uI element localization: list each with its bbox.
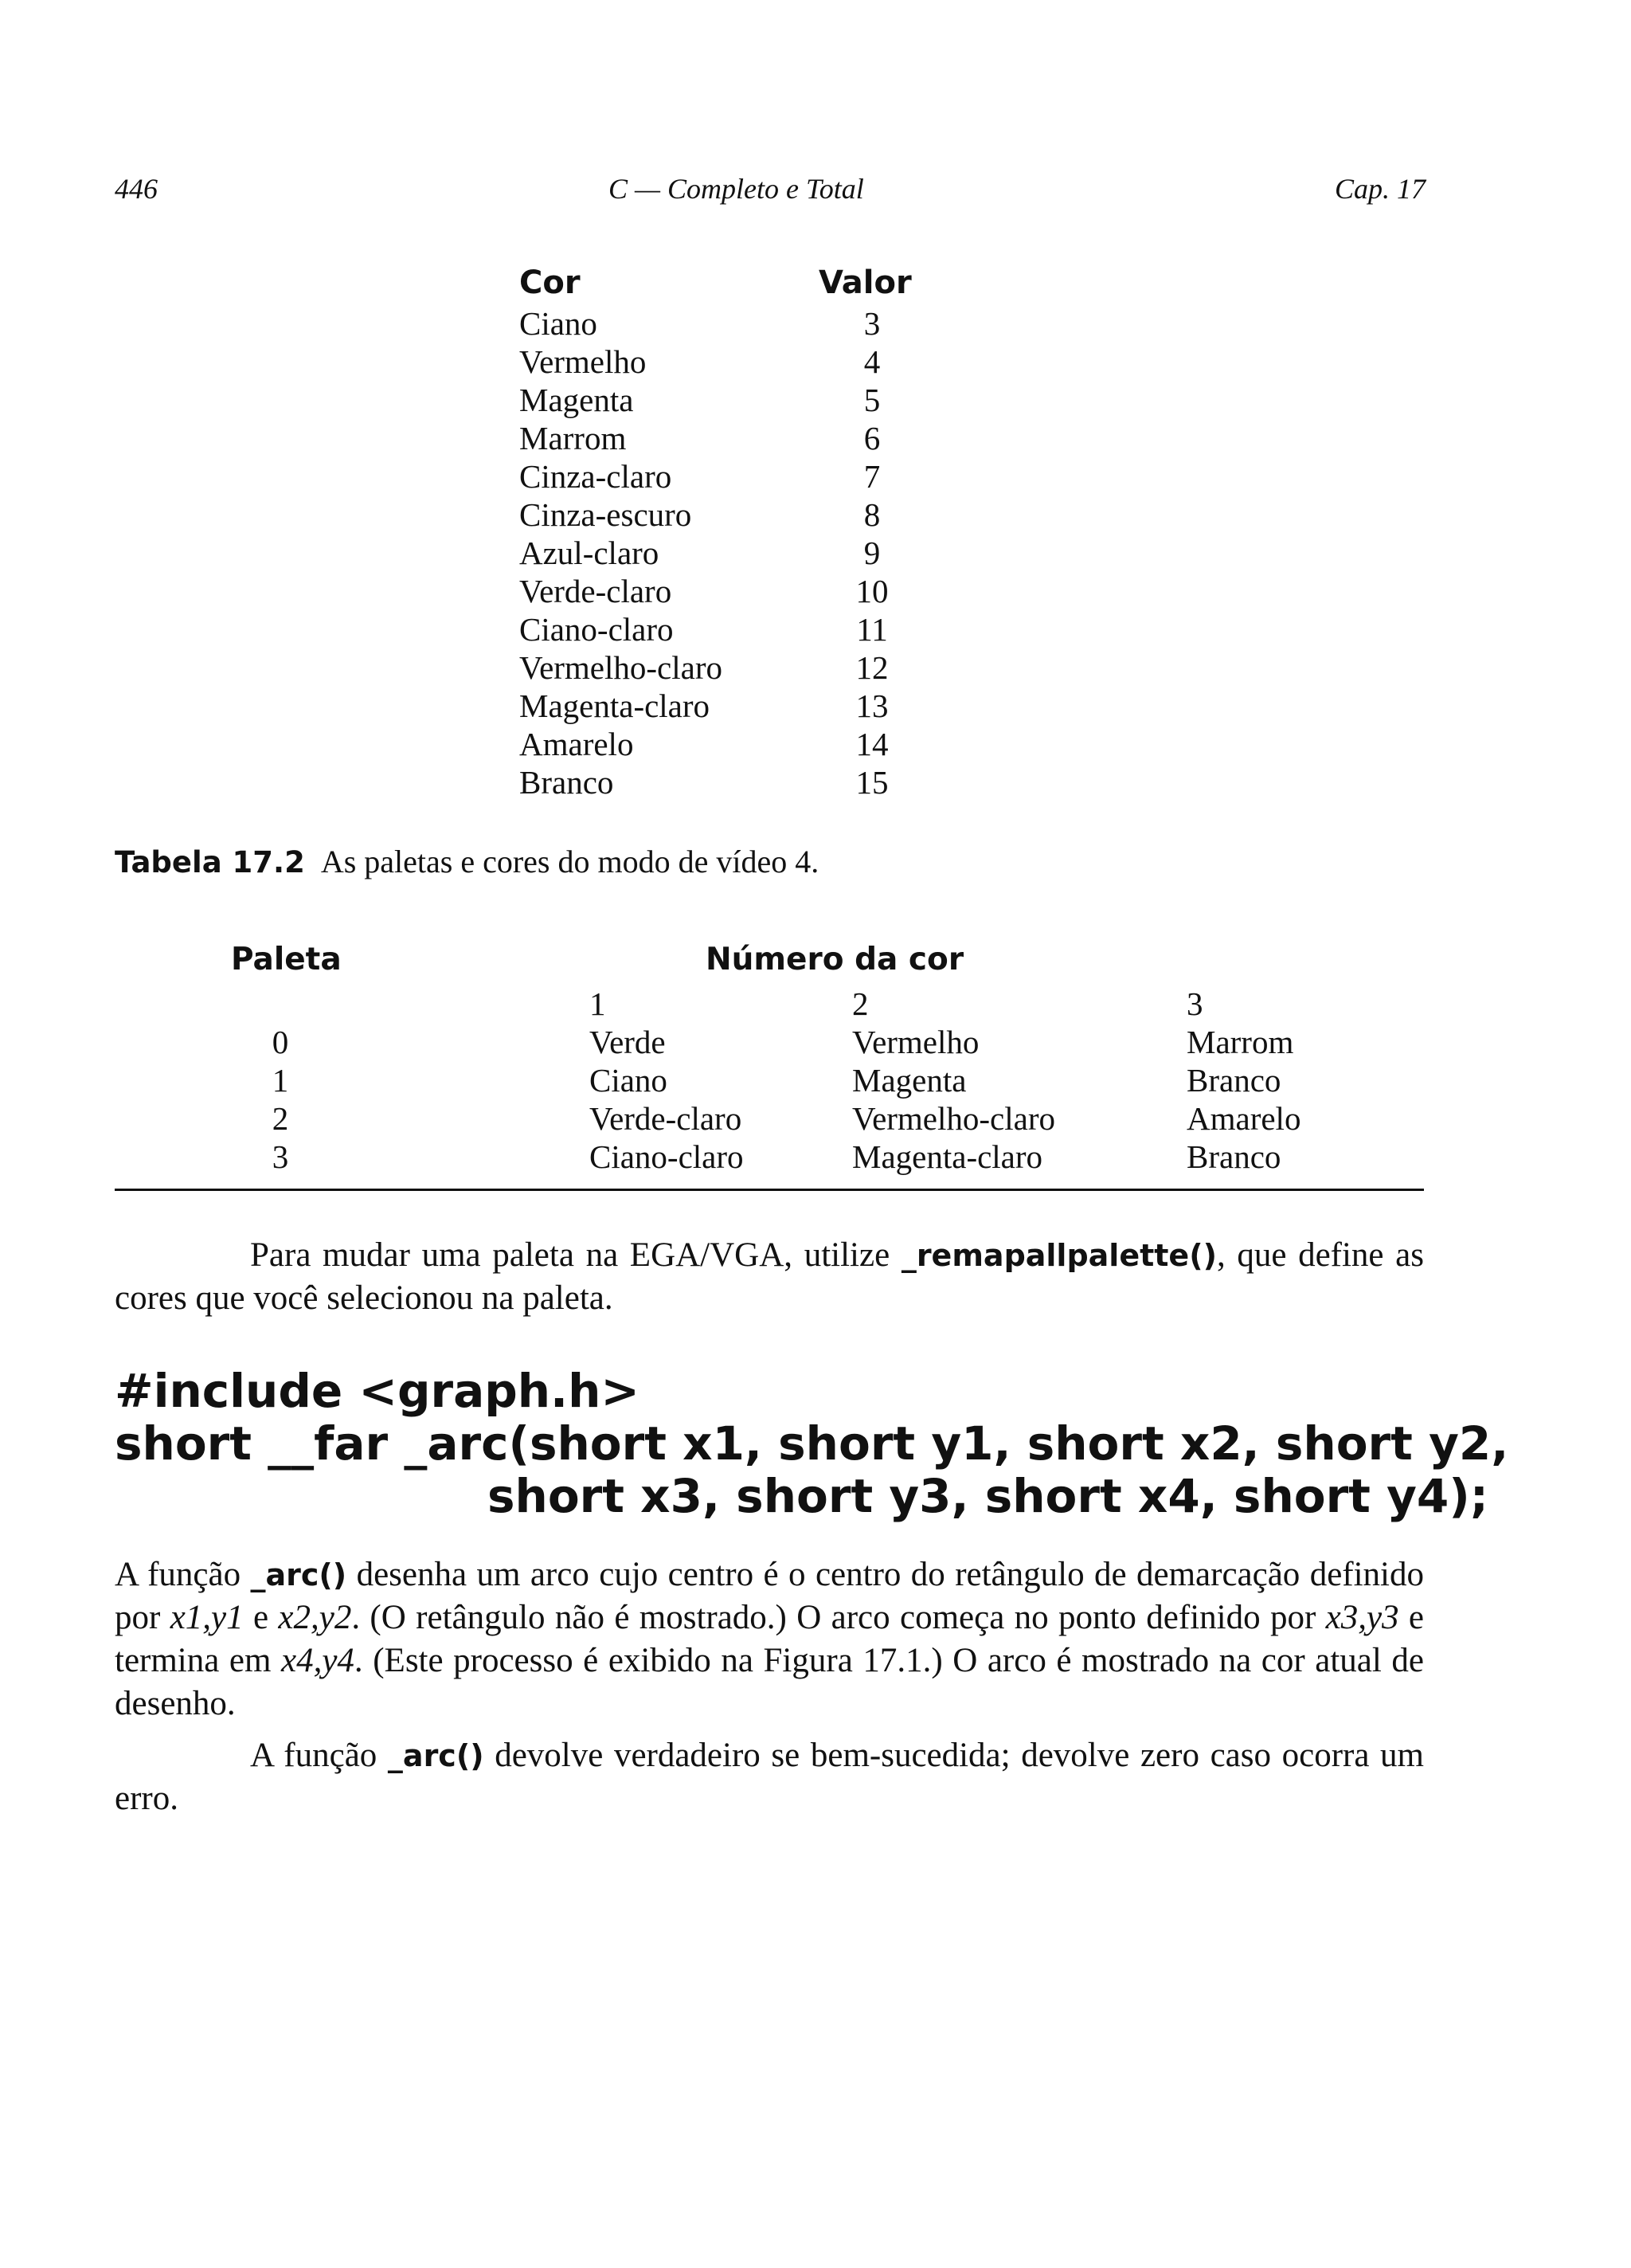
para2-text: . (Este processo é exibido na Figura 17.1.) O arco é mostrado na cor atual de desenho.: [115, 1642, 1424, 1722]
table-caption: [115, 843, 819, 880]
variable-x4y4: x4,y4: [281, 1642, 354, 1679]
color-name: Amarelo: [519, 726, 634, 762]
color-name: Verde-claro: [519, 573, 672, 609]
color-value: 8: [863, 496, 881, 533]
palette-color3-column: [1187, 1023, 1300, 1176]
palette-color: Magenta: [852, 1062, 967, 1099]
color-table-col-valor: Valor: [819, 264, 912, 301]
color-value: 12: [855, 649, 889, 686]
color-value: 10: [855, 573, 889, 609]
palette-table-col-numero: Número da cor: [706, 942, 964, 977]
variable-x3y3: x3,y3: [1325, 1599, 1399, 1636]
palette-id: 0: [272, 1024, 289, 1060]
color-name: Magenta-claro: [519, 687, 710, 724]
code-include-line: #include <graph.h>: [115, 1364, 639, 1418]
color-name: Ciano-claro: [519, 611, 674, 648]
para2-text: A função: [115, 1556, 251, 1593]
color-value: 13: [855, 687, 889, 724]
palette-color2-column: [852, 1023, 1055, 1176]
color-number-2: 2: [852, 985, 869, 1022]
para1-text-a: Para mudar uma paleta na EGA/VGA, utilize: [250, 1236, 902, 1274]
color-value: 4: [863, 343, 881, 380]
color-table-values: [844, 304, 900, 801]
palette-id: 3: [272, 1138, 289, 1175]
palette-color: Magenta-claro: [852, 1138, 1043, 1175]
function-name-arc: _arc(): [250, 1557, 347, 1592]
para2-text: e: [243, 1599, 279, 1636]
para2-text: e termina em: [115, 1599, 1424, 1679]
palette-color: Branco: [1187, 1138, 1281, 1175]
variable-x2y2: x2,y2: [278, 1599, 352, 1636]
color-value: 14: [855, 726, 889, 762]
book-title: C — Completo e Total: [608, 173, 864, 205]
para2-text: . (O retângulo não é mostrado.) O arco começa no ponto definido por: [351, 1599, 1326, 1636]
palette-column: [264, 1023, 296, 1176]
color-name: Vermelho-claro: [519, 649, 722, 686]
color-name: Marrom: [519, 420, 627, 456]
palette-id: 1: [272, 1062, 289, 1099]
paragraph-arc-description: [115, 1553, 1424, 1725]
color-value: 7: [863, 458, 881, 495]
color-number-3: 3: [1187, 985, 1203, 1022]
palette-color: Verde-claro: [589, 1100, 742, 1137]
color-name: Azul-claro: [519, 535, 659, 571]
table-caption-text: As paletas e cores do modo de vídeo 4.: [320, 844, 819, 879]
color-name: Ciano: [519, 305, 597, 342]
palette-color1-column: [589, 1023, 744, 1176]
function-name-arc: _arc(): [387, 1738, 484, 1773]
palette-color: Vermelho: [852, 1024, 980, 1060]
chapter-label: Cap. 17: [1335, 173, 1426, 205]
color-value: 5: [863, 382, 881, 418]
table-bottom-rule: [115, 1189, 1424, 1191]
color-value: 15: [855, 764, 889, 801]
color-table-col-cor: Cor: [519, 264, 581, 301]
code-prototype-line1: short __far _arc(short x1, short y1, short x2, short y2,: [115, 1416, 1509, 1471]
palette-color: Ciano: [589, 1062, 667, 1099]
code-prototype-line2: short x3, short y3, short x4, short y4);: [487, 1469, 1488, 1523]
color-value: 6: [863, 420, 881, 456]
table-caption-label: Tabela 17.2: [115, 845, 305, 879]
color-name: Cinza-claro: [519, 458, 672, 495]
variable-x1y1: x1,y1: [170, 1599, 244, 1636]
color-name: Branco: [519, 764, 614, 801]
color-value: 11: [856, 611, 888, 648]
palette-color: Ciano-claro: [589, 1138, 744, 1175]
palette-color: Verde: [589, 1024, 666, 1060]
color-table-names: [519, 304, 722, 801]
color-value: 3: [863, 305, 881, 342]
paragraph-arc-return: [115, 1734, 1424, 1820]
para1-text-b: , que define as cores que você selecionou na paleta.: [115, 1236, 1424, 1317]
function-name-remapallpalette: _remapallpalette(): [901, 1238, 1217, 1273]
palette-color: Vermelho-claro: [852, 1100, 1055, 1137]
palette-color: Marrom: [1187, 1024, 1294, 1060]
para3-text: A função: [250, 1737, 388, 1774]
page-number: 446: [115, 173, 158, 205]
palette-table-col-paleta: Paleta: [231, 942, 342, 977]
color-value: 9: [863, 535, 881, 571]
palette-color: Amarelo: [1187, 1100, 1301, 1137]
color-number-1: 1: [589, 985, 606, 1022]
palette-id: 2: [272, 1100, 289, 1137]
para2-text: desenha um arco cujo centro é o centro do retângulo de demarcação definido por: [115, 1556, 1424, 1636]
paragraph-remap-palette: [115, 1234, 1424, 1320]
color-name: Cinza-escuro: [519, 496, 692, 533]
para3-text: devolve verdadeiro se bem-sucedida; devolve zero caso ocorra um erro.: [115, 1737, 1424, 1817]
palette-color: Branco: [1187, 1062, 1281, 1099]
color-name: Magenta: [519, 382, 634, 418]
color-name: Vermelho: [519, 343, 647, 380]
